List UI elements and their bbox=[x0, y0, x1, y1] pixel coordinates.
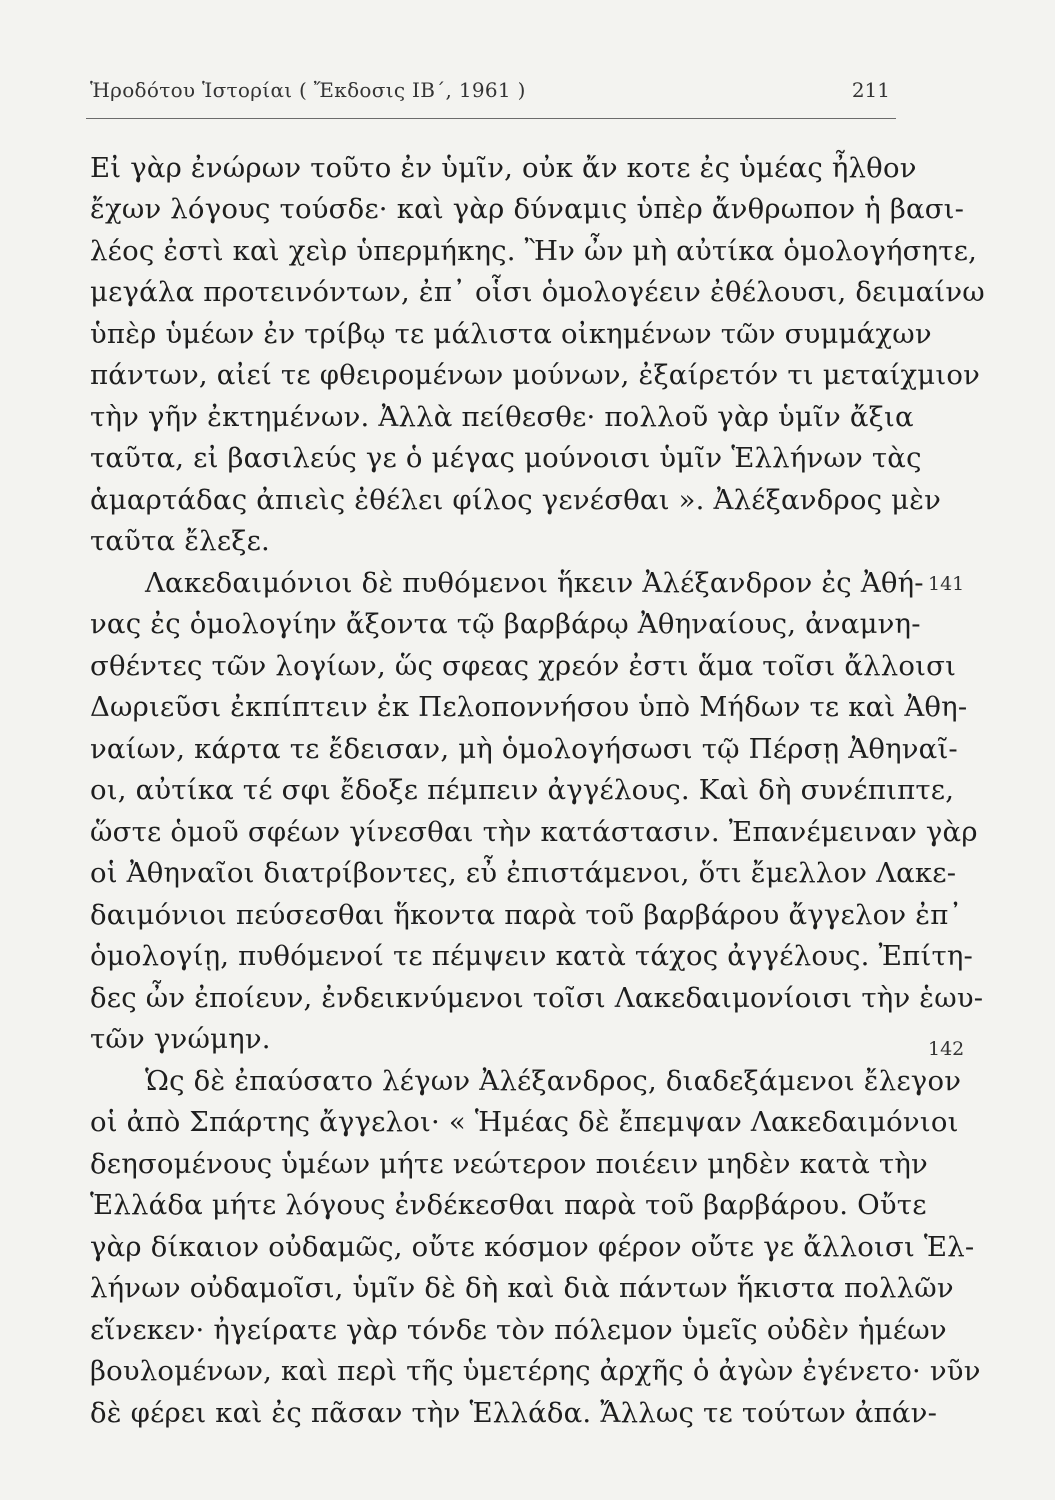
text-line: λέος ἐστὶ καὶ χεὶρ ὑπερμήκης. Ἢν ὦν μὴ αὐτίκα ὁμολογήσητε, bbox=[90, 235, 978, 267]
text-line: οἱ ἀπὸ Σπάρτης ἄγγελοι· « Ἡμέας δὲ ἔπεμψαν Λακεδαιμόνιοι bbox=[90, 1106, 959, 1138]
text-line: εἵνεκεν· ἠγείρατε γὰρ τόνδε τὸν πόλεμον ὑμεῖς οὐδὲν ἡμέων bbox=[90, 1314, 947, 1346]
text-line: τῶν γνώμην. bbox=[90, 1023, 271, 1055]
text-line: Ὡς δὲ ἐπαύσατο λέγων Ἀλέξανδρος, διαδεξάμενοι ἔλεγον bbox=[145, 1065, 962, 1097]
text-line: σθέντες τῶν λογίων, ὥς σφεας χρεόν ἐστι ἅμα τοῖσι ἄλλοισι bbox=[90, 650, 957, 682]
page-number: 211 bbox=[851, 78, 890, 102]
text-line: ἔχων λόγους τούσδε· καὶ γὰρ δύναμις ὑπὲρ ἄνθρωπον ἡ βασι- bbox=[90, 193, 965, 225]
text-line: ὥστε ὁμοῦ σφέων γίνεσθαι τὴν κατάστασιν. Ἐπανέμειναν γὰρ bbox=[90, 816, 978, 848]
running-header bbox=[90, 78, 890, 108]
text-line: μεγάλα προτεινόντων, ἐπ᾽ οἷσι ὁμολογέειν ἐθέλουσι, δειμαίνω bbox=[90, 276, 985, 308]
section-number-141: 141 bbox=[928, 573, 965, 595]
text-line: Λακεδαιμόνιοι δὲ πυθόμενοι ἥκειν Ἀλέξανδρον ἐς Ἀθή- bbox=[145, 567, 924, 599]
text-line: οἱ Ἀθηναῖοι διατρίβοντες, εὖ ἐπιστάμενοι, ὅτι ἔμελλον Λακε- bbox=[90, 857, 957, 889]
text-line: Εἰ γὰρ ἐνώρων τοῦτο ἐν ὑμῖν, οὐκ ἄν κοτε ἐς ὑμέας ἦλθον bbox=[90, 152, 917, 184]
section-number-142: 142 bbox=[928, 1038, 965, 1060]
text-line: ταῦτα ἔλεξε. bbox=[90, 525, 270, 557]
text-line: βουλομένων, καὶ περὶ τῆς ὑμετέρης ἀρχῆς ὁ ἀγὼν ἐγένετο· νῦν bbox=[90, 1355, 981, 1387]
text-line: λήνων οὐδαμοῖσι, ὑμῖν δὲ δὴ καὶ διὰ πάντων ἥκιστα πολλῶν bbox=[90, 1272, 954, 1304]
text-line: γὰρ δίκαιον οὐδαμῶς, οὔτε κόσμον φέρον οὔτε γε ἄλλοισι Ἑλ- bbox=[90, 1231, 975, 1263]
text-line: δαιμόνιοι πεύσεσθαι ἥκοντα παρὰ τοῦ βαρβάρου ἄγγελον ἐπ᾽ bbox=[90, 899, 963, 931]
text-line: ὁμολογίῃ, πυθόμενοί τε πέμψειν κατὰ τάχος ἀγγέλους. Ἐπίτη- bbox=[90, 940, 974, 972]
text-line: ταῦτα, εἰ βασιλεύς γε ὁ μέγας μούνοισι ὑμῖν Ἑλλήνων τὰς bbox=[90, 442, 922, 474]
header-rule bbox=[86, 118, 896, 119]
running-title: Ἡροδότου Ἱστορίαι ( Ἔκδοσις ΙΒ΄, 1961 ) bbox=[90, 78, 526, 102]
text-line: ὑπὲρ ὑμέων ἐν τρίβῳ τε μάλιστα οἰκημένων τῶν συμμάχων bbox=[90, 318, 932, 350]
text-line: δὲ φέρει καὶ ἐς πᾶσαν τὴν Ἑλλάδα. Ἄλλως τε τούτων ἀπάν- bbox=[90, 1397, 938, 1429]
text-line: ἁμαρτάδας ἀπιεὶς ἐθέλει φίλος γενέσθαι ». Ἀλέξανδρος μὲν bbox=[90, 484, 942, 516]
text-line: δεησομένους ὑμέων μήτε νεώτερον ποιέειν μηδὲν κατὰ τὴν bbox=[90, 1148, 928, 1180]
text-line: τὴν γῆν ἐκτημένων. Ἀλλὰ πείθεσθε· πολλοῦ γὰρ ὑμῖν ἄξια bbox=[90, 401, 914, 433]
text-line: ναίων, κάρτα τε ἔδεισαν, μὴ ὁμολογήσωσι τῷ Πέρσῃ Ἀθηναῖ- bbox=[90, 733, 958, 765]
text-line: Ἑλλάδα μήτε λόγους ἐνδέκεσθαι παρὰ τοῦ βαρβάρου. Οὔτε bbox=[90, 1189, 927, 1221]
text-line: Δωριεῦσι ἐκπίπτειν ἐκ Πελοποννήσου ὑπὸ Μήδων τε καὶ Ἀθη- bbox=[90, 691, 968, 723]
text-line: νας ἐς ὁμολογίην ἄξοντα τῷ βαρβάρῳ Ἀθηναίους, ἀναμνη- bbox=[90, 608, 921, 640]
text-line: δες ὦν ἐποίευν, ἐνδεικνύμενοι τοῖσι Λακεδαιμονίοισι τὴν ἑωυ- bbox=[90, 982, 984, 1014]
text-line: οι, αὐτίκα τέ σφι ἔδοξε πέμπειν ἀγγέλους. Καὶ δὴ συνέπιπτε, bbox=[90, 774, 955, 806]
text-line: πάντων, αἰεί τε φθειρομένων μούνων, ἐξαίρετόν τι μεταίχμιον bbox=[90, 359, 981, 391]
